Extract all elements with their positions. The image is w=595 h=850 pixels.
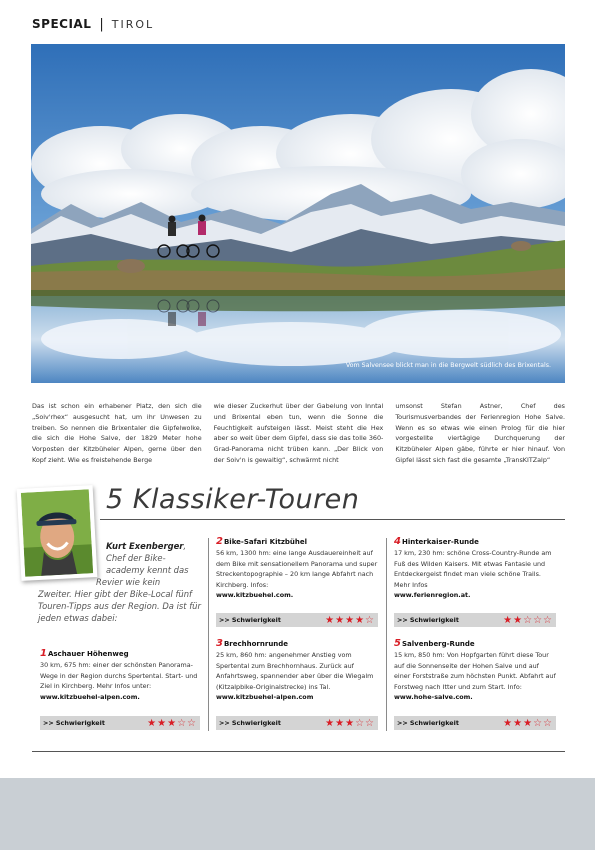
quote-author: Kurt Exenberger — [106, 541, 184, 551]
difficulty-label: >> Schwierigkeit — [219, 719, 281, 727]
hero-photo — [31, 44, 565, 383]
column-rule-2 — [386, 538, 387, 731]
route-card-3 — [216, 638, 378, 703]
route-number: 3 — [216, 638, 223, 649]
difficulty-label: >> Schwierigkeit — [397, 616, 459, 624]
bottom-divider — [32, 751, 565, 752]
route-title: Aschauer Höhenweg — [47, 650, 129, 658]
route-link[interactable]: www.kitzbuehel-alpen.com. — [40, 692, 140, 701]
route-description: 56 km, 1300 hm: eine lange Ausdauereinheit auf dem Bike mit sensationellem Panorama und super Streckentopographie – 20 km lange Abfahrt nach Kirchberg. Infos: — [216, 549, 378, 589]
route-number: 5 — [394, 638, 401, 649]
difficulty-bar-5 — [394, 716, 556, 730]
route-card-4 — [394, 536, 556, 601]
star-filled-icon: ★ — [523, 717, 534, 729]
star-filled-icon: ★ — [503, 717, 514, 729]
footer-band — [0, 778, 595, 850]
photo-caption: Vom Salvensee blickt man in die Bergwelt südlich des Brixentals. — [345, 362, 551, 369]
star-filled-icon: ★ — [503, 614, 514, 626]
difficulty-stars — [325, 613, 375, 627]
difficulty-bar-2 — [216, 613, 378, 627]
star-empty-icon: ☆ — [543, 717, 553, 729]
star-filled-icon: ★ — [167, 717, 178, 729]
difficulty-stars — [503, 716, 553, 730]
star-filled-icon: ★ — [147, 717, 158, 729]
route-link[interactable]: www.hohe-salve.com. — [394, 693, 473, 702]
route-card-2 — [216, 536, 378, 601]
star-filled-icon: ★ — [335, 614, 346, 626]
quote-line-4: Revier wie kein — [96, 577, 161, 587]
star-empty-icon: ☆ — [365, 614, 375, 626]
star-empty-icon: ☆ — [177, 717, 188, 729]
star-filled-icon: ★ — [355, 614, 366, 626]
hero-landscape-illustration — [31, 44, 565, 383]
section-title: 5 Klassiker-Touren — [106, 484, 360, 515]
difficulty-bar-1 — [40, 716, 200, 730]
star-filled-icon: ★ — [325, 717, 336, 729]
route-number: 2 — [216, 536, 223, 547]
quote-line-1: , — [183, 541, 187, 551]
difficulty-label: >> Schwierigkeit — [397, 719, 459, 727]
route-description: 15 km, 850 hm: Von Hopfgarten führt diese Tour auf die Sonnenseite der Hohen Salve und auf einer Forststraße zum höchsten Punkt. Abfahrt auf Forstweg nach Itter und zum Start. Info: — [394, 651, 556, 691]
difficulty-stars — [147, 716, 197, 730]
star-empty-icon: ☆ — [533, 614, 544, 626]
star-empty-icon: ☆ — [533, 717, 544, 729]
route-description: 17 km, 230 hm: schöne Cross-Country-Runde am Fuß des Wilden Kaisers. Mit etwas Fantasie und Entdeckergeist findet man viele schöne Trails. Mehr Infos — [394, 549, 552, 589]
route-link[interactable]: www.kitzbuehel-alpen.com — [216, 693, 314, 702]
star-empty-icon: ☆ — [355, 717, 366, 729]
star-empty-icon: ☆ — [187, 717, 197, 729]
difficulty-bar-3 — [216, 716, 378, 730]
column-rule-1 — [208, 538, 209, 731]
difficulty-stars — [503, 613, 553, 627]
route-link[interactable]: www.ferienregion.at. — [394, 591, 471, 600]
route-card-1 — [40, 648, 200, 702]
route-link[interactable]: www.kitzbuehel.com. — [216, 591, 294, 600]
star-filled-icon: ★ — [335, 717, 346, 729]
route-number: 4 — [394, 536, 401, 547]
route-number: 1 — [40, 648, 47, 659]
topic-label: TIROL — [111, 17, 155, 31]
page-header — [32, 15, 154, 33]
quote-line-2: Chef der Bike- — [106, 553, 166, 563]
quote-line-3: academy kennt das — [106, 565, 189, 575]
difficulty-label: >> Schwierigkeit — [219, 616, 281, 624]
route-title: Bike-Safari Kitzbühel — [223, 538, 308, 546]
star-filled-icon: ★ — [513, 717, 524, 729]
difficulty-label: >> Schwierigkeit — [43, 719, 105, 727]
star-empty-icon: ☆ — [523, 614, 534, 626]
route-title: Brechhornrunde — [223, 640, 289, 648]
section-label: SPECIAL — [32, 17, 92, 31]
star-filled-icon: ★ — [157, 717, 168, 729]
quote-line-5: Zweiter. Hier gibt der Bike-Local fünf Touren-Tipps aus der Region. Da ist für jeden etwas dabei: — [38, 589, 201, 623]
route-description: 30 km, 675 hm: einer der schönsten Panorama-Wege in der Region durchs Spertental. Start- und Ziel in Kirchberg. Mehr Infos unter: — [40, 661, 198, 691]
intro-text — [32, 401, 565, 466]
intro-column-3: umsonst Stefan Astner, Chef des Tourismusverbandes der Ferienregion Hohe Salve. Wenn es so etwas wie einen Prolog für die hier vorgestellte viertägige Durchquerung der Kitzbüheler Alpen gäbe, führte er hier hinauf. Von Gipfel lässt sich fast die gesamte „TransKITZalp“ — [395, 402, 566, 464]
star-filled-icon: ★ — [345, 717, 356, 729]
star-filled-icon: ★ — [345, 614, 356, 626]
route-title: Hinterkaiser-Runde — [401, 538, 479, 546]
header-separator: | — [99, 16, 104, 32]
route-card-5 — [394, 638, 556, 703]
star-empty-icon: ☆ — [543, 614, 553, 626]
star-empty-icon: ☆ — [365, 717, 375, 729]
intro-column-2: wie dieser Zuckerhut über der Gabelung von Inntal und Brixental eben tun, wenn die Sonne die Feuchtigkeit aufsteigen lässt. Meist steht die Hex aber so weit über dem Gipfel, dass sie das tolle 360-Grad-Panorama nicht trüben kann. „Der Blick von der Soiv'n is gewaltig“, schwärmt nicht — [213, 402, 384, 464]
difficulty-bar-4 — [394, 613, 556, 627]
route-description: 25 km, 860 hm: angenehmer Anstieg vom Spertental zum Brechhornhaus. Zurück auf Anfahrtsweg, spannender aber über die Wiegalm (Kitzalpbike-Originalstrecke) ins Tal. — [216, 651, 374, 691]
difficulty-stars — [325, 716, 375, 730]
star-filled-icon: ★ — [513, 614, 524, 626]
star-filled-icon: ★ — [325, 614, 336, 626]
section-divider — [100, 519, 565, 520]
intro-column-1: Das ist schon ein erhabener Platz, den sich die „Soiv'rhex“ ausgesucht hat, um ihr Unwesen zu treiben. So nennen die Brixentaler die Gipfelwolke, die sich die Hohe Salve, der 1829 Meter hohe Vorposten der Kitzbüheler Alpen, gerne über den Kopf zieht. Wie es freistehende Berge — [32, 402, 202, 464]
route-title: Salvenberg-Runde — [401, 640, 475, 648]
intro-quote — [38, 540, 206, 624]
